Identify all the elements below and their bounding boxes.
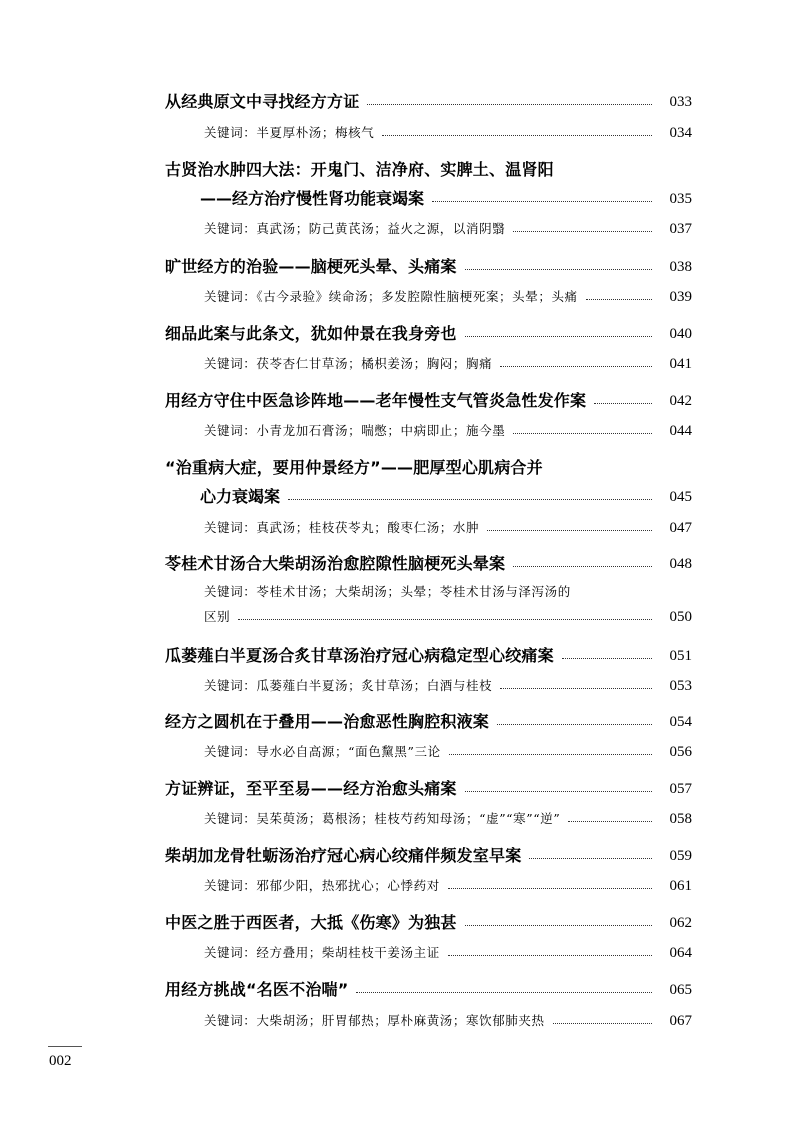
toc-entry-10-keywords[interactable] (0, 871, 800, 901)
toc-entry-12-title-page-number: 065 (669, 982, 692, 998)
toc-entry-9-keywords-leader-dots (568, 821, 652, 822)
toc-entry-9-title-text: 方证辨证，至平至易——经方治愈头痛案 (165, 779, 457, 798)
toc-entry-3-title-text: 细品此案与此条文，犹如仲景在我身旁也 (165, 324, 457, 343)
toc-entry-2-title[interactable] (0, 252, 800, 282)
toc-entry-1-title-cont-leader-dots (432, 201, 652, 202)
toc-entry-7-keywords-text: 关键词：瓜蒌薤白半夏汤；炙甘草汤；白酒与桂枝 (204, 678, 493, 693)
toc-entry-4-title-leader-dots (594, 403, 652, 404)
footer-rule (48, 1046, 82, 1047)
toc-entry-5-keywords-page-number: 047 (669, 520, 692, 536)
toc-entry-1-title-cont-text: ——经方治疗慢性肾功能衰竭案 (200, 189, 425, 208)
toc-entry-10-title-page-number: 059 (669, 848, 692, 864)
toc-entry-8-title-page-number: 054 (669, 714, 692, 730)
toc-entry-1-title-cont-page-number: 035 (669, 191, 692, 207)
toc-entry-9-title-page-number: 057 (669, 781, 692, 797)
toc-entry-4-keywords[interactable] (0, 416, 800, 446)
toc-entry-6-title-page-number: 048 (669, 556, 692, 572)
toc-entry-4-title[interactable] (0, 386, 800, 416)
toc-entry-1-title-cont[interactable] (0, 184, 800, 214)
toc-entry-10-title[interactable] (0, 841, 800, 871)
toc-entry-12-keywords-page-number: 067 (669, 1013, 692, 1029)
toc-entry-10-title-text: 柴胡加龙骨牡蛎汤治疗冠心病心绞痛伴频发室早案 (165, 846, 522, 865)
toc-entry-7-keywords[interactable] (0, 671, 800, 701)
toc-entry-3-keywords-text: 关键词：茯苓杏仁甘草汤；橘枳姜汤；胸闷；胸痛 (204, 356, 493, 371)
toc-entry-4-title-text: 用经方守住中医急诊阵地——老年慢性支气管炎急性发作案 (165, 391, 587, 410)
toc-entry-6-keywords-cont-text: 区别 (204, 609, 231, 624)
toc-entry-4-keywords-leader-dots (513, 433, 652, 434)
toc-entry-11-title[interactable] (0, 908, 800, 938)
toc-entry-7-title[interactable] (0, 641, 800, 671)
toc-entry-1-keywords[interactable] (0, 214, 800, 244)
toc-entry-11-title-text: 中医之胜于西医者，大抵《伤寒》为独甚 (165, 913, 457, 932)
toc-entry-7-keywords-page-number: 053 (669, 678, 692, 694)
toc-entry-3-title[interactable] (0, 319, 800, 349)
toc-entry-1-title[interactable] (0, 155, 800, 185)
toc-entry-5-title-cont-text: 心力衰竭案 (200, 487, 281, 506)
toc-entry-1-keywords-page-number: 037 (669, 221, 692, 237)
toc-entry-3-title-page-number: 040 (669, 326, 692, 342)
toc-entry-3-keywords-leader-dots (500, 366, 652, 367)
toc-entry-2-keywords[interactable] (0, 282, 800, 312)
toc-entry-8-title-text: 经方之圆机在于叠用——治愈恶性胸腔积液案 (165, 712, 490, 731)
toc-entry-5-title-cont-leader-dots (288, 499, 652, 500)
toc-entry-8-keywords[interactable] (0, 737, 800, 767)
toc-entry-5-title-cont[interactable] (0, 482, 800, 512)
toc-entry-10-keywords-leader-dots (448, 888, 652, 889)
toc-entry-8-keywords-page-number: 056 (669, 744, 692, 760)
toc-entry-2-title-text: 旷世经方的治验——脑梗死头晕、头痛案 (165, 257, 457, 276)
toc-entry-5-title-cont-page-number: 045 (669, 489, 692, 505)
toc-entry-8-title[interactable] (0, 707, 800, 737)
toc-entry-9-title[interactable] (0, 774, 800, 804)
toc-entry-9-keywords-page-number: 058 (669, 811, 692, 827)
toc-entry-3-title-leader-dots (465, 336, 652, 337)
toc-entry-0-title-leader-dots (367, 104, 652, 105)
toc-entry-3-keywords[interactable] (0, 349, 800, 379)
toc-entry-11-title-page-number: 062 (669, 915, 692, 931)
toc-entry-11-keywords-leader-dots (448, 955, 652, 956)
toc-entry-2-keywords-leader-dots (586, 299, 652, 300)
toc-entry-6-keywords-text: 关键词：苓桂术甘汤；大柴胡汤；头晕；苓桂术甘汤与泽泻汤的 (204, 584, 571, 599)
toc-entry-12-keywords-text: 关键词：大柴胡汤；肝胃郁热；厚朴麻黄汤；寒饮郁肺夹热 (204, 1013, 545, 1028)
toc-entry-12-keywords-leader-dots (553, 1023, 652, 1024)
toc-entry-9-title-leader-dots (465, 791, 652, 792)
toc-entry-9-keywords-text: 关键词：吴茱萸汤；葛根汤；桂枝芍药知母汤；“虚”“寒”“逆” (204, 811, 561, 826)
toc-entry-0-title[interactable] (0, 87, 800, 117)
toc-entry-12-keywords[interactable] (0, 1006, 800, 1036)
toc-entry-3-keywords-page-number: 041 (669, 356, 692, 372)
toc-entry-5-keywords[interactable] (0, 513, 800, 543)
toc-entry-6-keywords-cont[interactable] (0, 602, 800, 632)
toc-entry-5-keywords-text: 关键词：真武汤；桂枝茯苓丸；酸枣仁汤；水肿 (204, 520, 480, 535)
toc-entry-2-keywords-text: 关键词：《古今录验》续命汤；多发腔隙性脑梗死案；头晕；头痛 (204, 289, 578, 304)
toc-entry-6-keywords-cont-leader-dots (238, 619, 652, 620)
toc-entry-2-title-leader-dots (465, 269, 652, 270)
toc-entry-0-keywords[interactable] (0, 118, 800, 148)
toc-entry-0-title-page-number: 033 (669, 94, 692, 110)
toc-entry-0-keywords-page-number: 034 (669, 125, 692, 141)
toc-entry-5-keywords-leader-dots (487, 530, 652, 531)
toc-entry-9-keywords[interactable] (0, 804, 800, 834)
toc-entry-11-keywords-page-number: 064 (669, 945, 692, 961)
toc-entry-8-keywords-text: 关键词：导水必自高源；“面色黧黑”三论 (204, 744, 441, 759)
toc-entry-4-title-page-number: 042 (669, 393, 692, 409)
toc-entry-12-title-text: 用经方挑战“名医不治喘” (165, 980, 349, 999)
toc-entry-0-keywords-leader-dots (382, 135, 652, 136)
toc-entry-10-keywords-text: 关键词：邪郁少阳，热邪扰心；心悸药对 (204, 878, 440, 893)
footer-page-number: 002 (49, 1053, 72, 1069)
toc-entry-0-keywords-text: 关键词：半夏厚朴汤；梅核气 (204, 125, 375, 140)
toc-entry-1-title-text: 古贤治水肿四大法：开鬼门、洁净府、实脾土、温肾阳 (165, 160, 554, 179)
toc-entry-11-title-leader-dots (465, 925, 652, 926)
toc-entry-1-keywords-text: 关键词：真武汤；防己黄芪汤；益火之源，以消阴翳 (204, 221, 506, 236)
toc-entry-7-title-leader-dots (562, 658, 652, 659)
toc-entry-11-keywords[interactable] (0, 938, 800, 968)
toc-entry-0-title-text: 从经典原文中寻找经方方证 (165, 92, 360, 111)
toc-entry-2-title-page-number: 038 (669, 259, 692, 275)
toc-entry-6-title[interactable] (0, 549, 800, 579)
toc-entry-10-title-leader-dots (529, 858, 652, 859)
toc-entry-4-keywords-text: 关键词：小青龙加石膏汤；喘憋；中病即止；施今墨 (204, 423, 506, 438)
toc-entry-8-keywords-leader-dots (449, 754, 652, 755)
toc-entry-7-title-text: 瓜蒌薤白半夏汤合炙甘草汤治疗冠心病稳定型心绞痛案 (165, 646, 554, 665)
toc-entry-1-keywords-leader-dots (513, 231, 652, 232)
toc-entry-4-keywords-page-number: 044 (669, 423, 692, 439)
toc-entry-7-keywords-leader-dots (500, 688, 652, 689)
toc-entry-5-title[interactable] (0, 453, 800, 483)
toc-entry-12-title[interactable] (0, 975, 800, 1005)
toc-entry-7-title-page-number: 051 (669, 648, 692, 664)
toc-entry-6-keywords-cont-page-number: 050 (669, 609, 692, 625)
toc-entry-6-title-text: 苓桂术甘汤合大柴胡汤治愈腔隙性脑梗死头晕案 (165, 554, 506, 573)
toc-entry-8-title-leader-dots (497, 724, 652, 725)
toc-entry-6-title-leader-dots (513, 566, 652, 567)
toc-entry-11-keywords-text: 关键词：经方叠用；柴胡桂枝干姜汤主证 (204, 945, 440, 960)
toc-entry-5-title-text: “治重病大症，要用仲景经方”——肥厚型心肌病合并 (165, 458, 543, 477)
toc-entry-10-keywords-page-number: 061 (669, 878, 692, 894)
toc-entry-2-keywords-page-number: 039 (669, 289, 692, 305)
toc-entry-12-title-leader-dots (356, 992, 652, 993)
